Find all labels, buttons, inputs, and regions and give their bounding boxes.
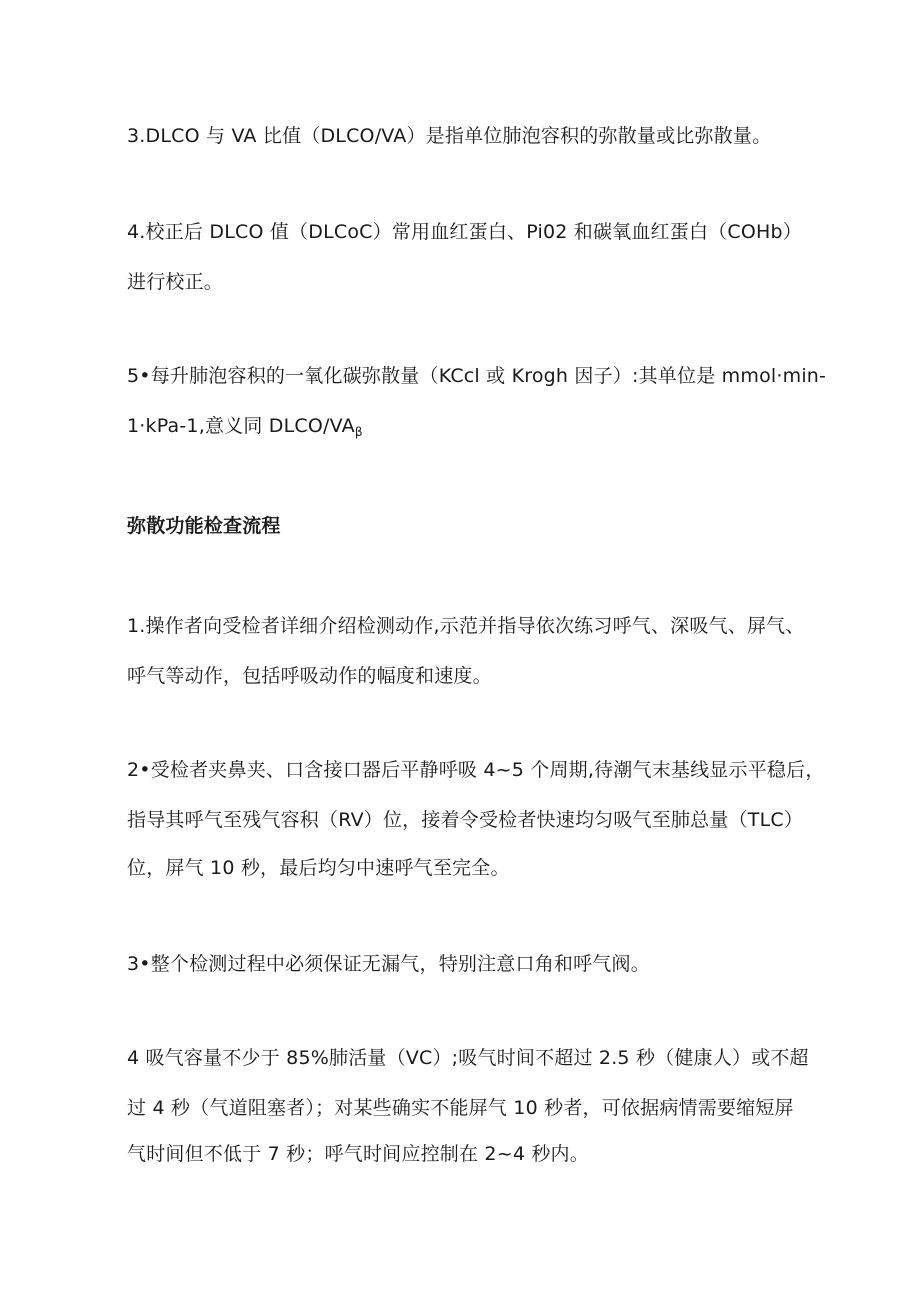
paragraph-corrected-dlco-line-1: 4.校正后 DLCO 值（DLCoC）常用血红蛋白、Pi02 和碳氧血红蛋白（COHb） (127, 221, 802, 243)
subscript-beta: β (354, 425, 363, 439)
step-3-line-1: 3•整个检测过程中必须保证无漏气，特别注意口角和呼气阀。 (127, 953, 650, 975)
step-4-line-2: 过 4 秒（气道阻塞者）；对某些确实不能屏气 10 秒者，可依据病情需要缩短屏 (127, 1097, 794, 1119)
paragraph-dlco-va-ratio: 3.DLCO 与 VA 比值（DLCO/VA）是指单位肺泡容积的弥散量或比弥散量。 (127, 125, 772, 147)
section-heading: 弥散功能检查流程 (127, 515, 281, 537)
paragraph-kco-line-1: 5•每升肺泡容积的一氧化碳弥散量（KCcl 或 Krogh 因子）:其单位是 mmol·min- (127, 365, 827, 387)
step-2-line-3: 位，屏气 10 秒，最后均匀中速呼气至完全。 (127, 857, 510, 879)
step-1-line-2: 呼气等动作，包括呼吸动作的幅度和速度。 (127, 665, 492, 687)
paragraph-corrected-dlco-line-2: 进行校正。 (127, 271, 224, 293)
step-1-line-1: 1.操作者向受检者详细介绍检测动作,示范并指导依次练习呼气、深吸气、屏气、 (127, 615, 805, 637)
step-4-line-3: 气时间但不低于 7 秒；呼气时间应控制在 2~4 秒内。 (127, 1143, 589, 1165)
step-2-line-2: 指导其呼气至残气容积（RV）位，接着令受检者快速均匀吸气至肺总量（TLC） (127, 809, 804, 831)
step-4-line-1: 4 吸气容量不少于 85%肺活量（VC）;吸气时间不超过 2.5 秒（健康人）或不超 (127, 1047, 809, 1069)
step-2-line-1: 2•受检者夹鼻夹、口含接口器后平静呼吸 4~5 个周期,待潮气末基线显示平稳后， (127, 759, 825, 781)
paragraph-kco-line-2 (127, 414, 363, 444)
paragraph-kco-line-2-text: 1·kPa-1,意义同 DLCO/VA (127, 415, 355, 437)
